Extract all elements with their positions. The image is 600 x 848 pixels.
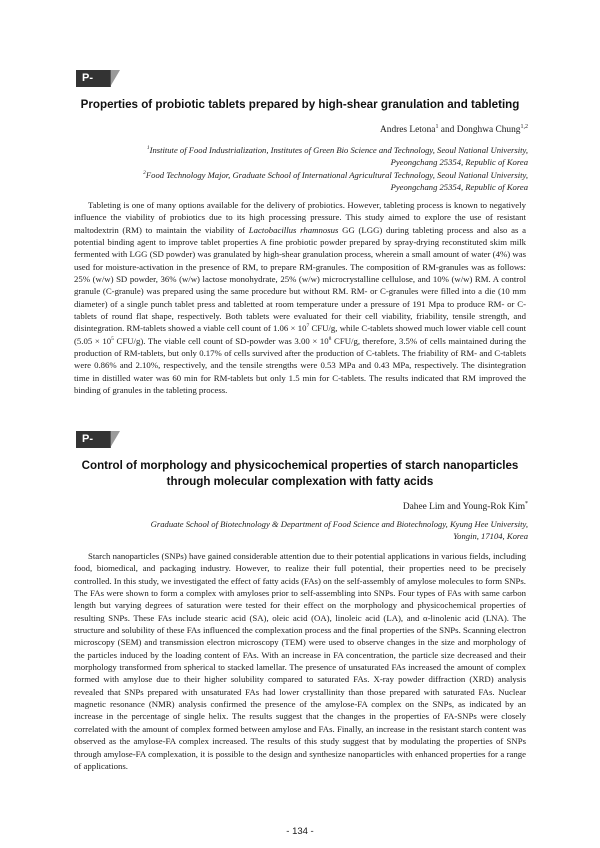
paper-title-p64 [60,458,540,490]
abstract-text: CFU/g). The viable cell count of SD-powder was 3.00 × 10 [113,335,329,346]
author-2: Donghwa Chung [456,125,521,136]
author-2-sup: 1,2 [520,124,528,130]
affil-line2: Pyeongchang 25354, Republic of Korea [390,182,528,193]
abstract-badge-p63 [76,70,120,101]
affiliation-1-p63 [98,142,528,169]
abstract-p64: Starch nanoparticles (SNPs) have gained considerable attention due to their potential applications in various fields, including food, biomedical, and packaging industry. However, to realize their full potential, their properties need to be precisely controlled. In this study, we investigated the effect of fatty acids (FAs) on the self-assembly of amylose molecules to form SNPs. The FAs were shown to form a complex with amyloses prior to self-assembling into SNPs. Four types of FAs with same carbon length but varying degrees of saturation were tested for their effect on the morphology and physicochemical properties of resulting SNPs. These FAs include stearic acid (SA), oleic acid (OA), linoleic acid (LA), and α-linolenic acid (LNA). The structure and solubility of these FAs influenced the complexation process and the final properties of the SNPs. Scanning electron microscopy (SEM) and transmission electron microscopy (TEM) were used to observe changes in the size and morphology of the particles induced by the loading content of FAs. With an increase in FA concentration, the particle size decreased and their morphology transformed from spherical to stacked lamellar. The presence of unsaturated FAs increased the amount of complex formed with amylose due to their higher solubility compared to saturated FAs. X-ray powder diffraction (XRD) analysis revealed that SNPs prepared with unsaturated FAs had lower crystallinity than those prepared with saturated FAs. Nuclear magnetic resonance (NMR) analysis confirmed the presence of the amylose-FA complex on the SNPs, as indicated by an increase in the percentage of single helix. The results suggest that the changes in the properties of FA-SNPs were closely correlated with the amount of complex formed between amylose and FAs. Finally, an increase in the resistant starch content was observed as the amylose-FA complex increased. The results of this study suggest that by modulating the properties of SNPs through amylose-FA complexation, it is possible to the design and synthesize nanoparticles with enhanced properties for a range of applications. [74,551,526,771]
paper-title-p63: Properties of probiotic tablets prepared by high-shear granulation and tableting [80,98,520,111]
affiliation-p64 [78,518,528,543]
affil-sup: 1 [146,145,150,151]
exponent: 8 [328,335,332,342]
exponent: 5 [111,335,114,342]
badge-tail [110,70,120,87]
title-line-2: through molecular complexation with fatty acids [166,475,434,488]
author-sep: and [444,502,463,513]
author-1: Andres Letona [380,125,436,136]
affil-sup: 2 [143,170,146,176]
author-2-sup: * [525,501,528,507]
affil-line1: Graduate School of Biotechnology & Department of Food Science and Biotechnology, Kyung Hee University, [150,519,528,529]
species-name: Lactobacillus rhamnosus [248,224,339,235]
affil-line1: Institute of Food Industrialization, Institutes of Green Bio Science and Technology, Seoul National University, [149,144,528,155]
abstract-text: CFU/g, therefore, 3.5% of cells maintained during the production of RM-tablets, but only 0.17% of cells survived after the production of C-tablets. The friability of RM- and C-tablets were 0.86% and 2.10%, respectively, and the tensile strengths were 0.53 MPa and 0.43 MPa, respectively. The disintegration time in distilled water was 60 min for RM-tablets but only 1.5 min for C-tablets. The results indicated that RM improved the binding of granules in the tableting process. [74,335,526,396]
author-2: Young-Rok Kim [462,502,525,513]
abstract-badge-p64 [76,431,120,462]
badge-tail [110,431,120,448]
exponent: 7 [306,323,310,330]
authors-p63 [380,124,528,135]
badge-label: P-64 [76,431,110,448]
author-1-sup: 1 [435,124,439,130]
affil-line2: Yongin, 17104, Korea [453,531,528,542]
abstract-text: CFU/g, while C-tablets showed much lower viable cell count (5.05 × 10 [74,323,526,346]
title-line-1: Control of morphology and physicochemical properties of starch nanoparticles [81,459,519,472]
affil-line1: Food Technology Major, Graduate School of International Agricultural Technology, Seoul National University, [145,169,528,180]
abstract-text: GG (LGG) during tableting process and also as a potential binding agent to improve tablet properties A fine probiotic powder prepared by spray-drying reconstituted skim milk fermented with LGG (SD powder) was granulated by high-shear granulation process, wherein a small amount of water (4%) was used for moisture-activation in the presence of RM, to prepare RM-granules. The composition of RM-granules was as follows: 25% (w/w) SD powder, 36% (w/w) lactose monohydrate, 25% (w/w) microcrystalline cellulose, and 10% (w/w) RM. A control granule (C-granule) was prepared using the same procedure but without RM. RM- or C-granules were filled into a die (10 mm diameter) of a single punch tablet press and tabletted at room temperature under a pressure of 191 Mpa to produce RM- or C-tablets of round flat shape, respectively. Both tablets were evaluated for their cell viability, friability, tensile strength, and disintegration. RM-tablets showed a viable cell count of 1.06 × 10 [74,224,526,334]
badge-label: P-63 [76,70,110,87]
authors-p64 [403,501,528,512]
affil-line2: Pyeongchang 25354, Republic of Korea [390,157,528,168]
author-1: Dahee Lim [402,502,445,513]
author-sep: and [438,125,457,136]
page-number: - 134 - [286,826,314,837]
abstract-p63 [74,199,526,397]
affiliation-2-p63 [98,167,528,194]
abstract-text: Tableting is one of many options available for the delivery of probiotics. However, tableting process is known to negatively influence the viability of probiotics due to its high processing pressure. This study aimed to explore the use of resistant maltodextrin (RM) to maintain the viability of [74,200,526,235]
